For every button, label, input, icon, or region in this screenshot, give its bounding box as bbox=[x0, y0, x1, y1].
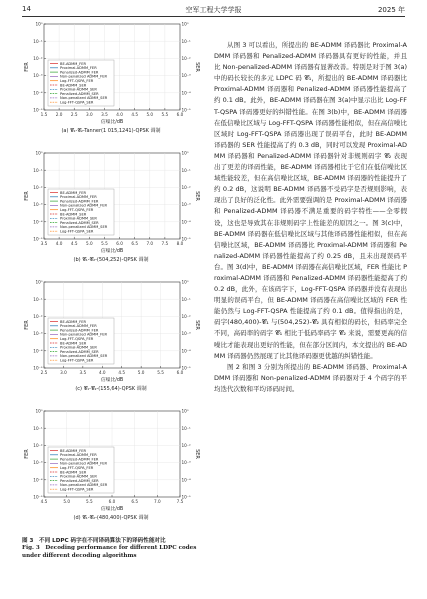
y2-axis-label: SER bbox=[194, 320, 200, 330]
header-rule bbox=[22, 16, 405, 17]
legend-entry: BE-ADMM_SER bbox=[60, 470, 87, 475]
x-tick-label: 1.5 bbox=[40, 112, 48, 117]
y2-tick-label: 10⁻⁵ bbox=[181, 236, 191, 242]
subplot-caption: (b) 𝓒₁-𝓒₂-(504,252)-QPSK 调制 bbox=[73, 257, 149, 263]
legend-entry: Penalized-ADMM_SER bbox=[60, 220, 99, 225]
x-axis-label: 信噪比/dB bbox=[100, 378, 124, 383]
plot-area bbox=[22, 20, 200, 126]
x-tick-label: 4.5 bbox=[70, 241, 78, 246]
legend-entry: Proximal-ADMM_SER bbox=[60, 474, 97, 479]
y-axis-label: FER bbox=[24, 449, 30, 459]
x-tick-label: 5.5 bbox=[85, 499, 93, 504]
legend-entry: Non-penalized ADMM_FER bbox=[60, 74, 108, 79]
y-tick-label: 10⁻¹ bbox=[33, 38, 43, 44]
plot-svg bbox=[22, 407, 200, 513]
legend-entry: Proximal-ADMM_FER bbox=[60, 195, 97, 200]
x-tick-label: 7.0 bbox=[146, 241, 154, 246]
legend-entry: Log-FFT-QSPA_FER bbox=[60, 79, 94, 83]
x-tick-label: 4.5 bbox=[40, 499, 48, 504]
subplot-a bbox=[22, 20, 200, 134]
legend-entry: BE-ADMM_FER bbox=[60, 61, 87, 66]
plot-area bbox=[22, 407, 200, 513]
issue-year: 2025 年 bbox=[377, 6, 405, 14]
y-axis-label: FER bbox=[24, 191, 30, 201]
subplot-caption: (c) 𝓒₁-𝓒₂-(155,64)-QPSK 调制 bbox=[75, 386, 147, 392]
y2-tick-label: 10⁰ bbox=[181, 279, 189, 285]
legend-entry: Proximal-ADMM_SER bbox=[60, 87, 97, 92]
legend-entry: Proximal-ADMM_SER bbox=[60, 216, 97, 221]
figure-caption-en: Fig. 3 Decoding performance for different LDPC codes under different decoding algorithms bbox=[22, 545, 197, 559]
y2-tick-label: 10⁻⁴ bbox=[181, 477, 191, 483]
legend-entry: Log-FFT-QSPA_SER bbox=[60, 100, 94, 105]
x-tick-label: 4.5 bbox=[131, 112, 139, 117]
x-tick-label: 6.0 bbox=[116, 241, 123, 246]
x-tick-label: 5.5 bbox=[157, 370, 164, 375]
plot-group bbox=[24, 280, 200, 383]
y2-tick-label: 10⁻¹ bbox=[181, 167, 191, 173]
x-tick-label: 6.5 bbox=[131, 241, 139, 246]
legend-entry: BE-ADMM_SER bbox=[60, 83, 87, 88]
y-tick-label: 10⁻¹ bbox=[33, 296, 43, 302]
legend-entry: Log-FFT-QSPA_FER bbox=[60, 337, 94, 341]
y2-tick-label: 10⁻⁵ bbox=[181, 365, 191, 371]
legend-entry: Non-penalized ADMM_FER bbox=[60, 461, 108, 466]
legend-entry: Penalized-ADMM_SER bbox=[60, 478, 99, 483]
plot-svg bbox=[22, 278, 200, 384]
y-tick-label: 10⁰ bbox=[35, 21, 43, 27]
y-axis-label: FER bbox=[24, 320, 30, 330]
body-text bbox=[214, 40, 407, 395]
y2-axis-label: SER bbox=[194, 449, 200, 459]
y-tick-label: 10⁻² bbox=[33, 56, 43, 61]
subplot-caption: (a) 𝓒₁-𝓒₂-Tanner(1 015,1241)-QPSK 调制 bbox=[61, 128, 161, 134]
x-tick-label: 2.0 bbox=[55, 112, 63, 117]
y-tick-label: 10⁻¹ bbox=[33, 167, 43, 173]
x-tick-label: 3.5 bbox=[101, 112, 108, 117]
y-tick-label: 10⁻² bbox=[33, 314, 43, 319]
y2-tick-label: 10⁻² bbox=[181, 314, 191, 319]
x-tick-label: 3.5 bbox=[40, 241, 48, 246]
y-tick-label: 10⁰ bbox=[35, 150, 43, 156]
legend-entry: Penalized-ADMM_SER bbox=[60, 91, 99, 96]
y-axis-label: FER bbox=[24, 62, 30, 72]
x-tick-label: 4.0 bbox=[98, 370, 106, 375]
legend-entry: Proximal-ADMM_FER bbox=[60, 324, 97, 329]
x-tick-label: 3.0 bbox=[85, 112, 93, 117]
legend-entry: Penalized-ADMM_FER bbox=[60, 328, 99, 333]
subplot-d bbox=[22, 407, 200, 521]
x-tick-label: 6.0 bbox=[176, 112, 184, 117]
x-tick-label: 6.5 bbox=[131, 499, 139, 504]
legend-entry: Log-FFT-QSPA_SER bbox=[60, 358, 94, 363]
y-tick-label: 10⁻³ bbox=[33, 460, 43, 466]
legend-entry: Proximal-ADMM_FER bbox=[60, 453, 97, 458]
plot-area bbox=[22, 278, 200, 384]
legend-entry: Proximal-ADMM_SER bbox=[60, 345, 97, 350]
subplot-b bbox=[22, 149, 200, 263]
y2-tick-label: 10⁻⁵ bbox=[181, 494, 191, 500]
legend-entry: Non-penalized ADMM_SER bbox=[60, 96, 108, 101]
legend-entry: Log-FFT-QSPA_FER bbox=[60, 208, 94, 212]
legend-entry: Non-penalized ADMM_SER bbox=[60, 483, 108, 488]
plot-svg bbox=[22, 149, 200, 255]
y2-tick-label: 10⁰ bbox=[181, 21, 189, 27]
y2-tick-label: 10⁰ bbox=[181, 150, 189, 156]
running-header bbox=[22, 3, 405, 15]
legend-entry: BE-ADMM_FER bbox=[60, 448, 87, 453]
legend-entry: Log-FFT-QSPA_SER bbox=[60, 229, 94, 234]
figure-caption bbox=[22, 538, 204, 560]
y2-tick-label: 10⁻⁴ bbox=[181, 219, 191, 225]
subplot-caption: (d) 𝓒₁-𝓒₂-(480,400)-QPSK 调制 bbox=[73, 515, 149, 521]
y-tick-label: 10⁻³ bbox=[33, 202, 43, 208]
y-tick-label: 10⁻⁴ bbox=[33, 477, 43, 483]
x-tick-label: 6.0 bbox=[108, 499, 116, 504]
y2-axis-label: SER bbox=[194, 62, 200, 72]
x-axis-label: 信噪比/dB bbox=[100, 507, 124, 512]
plot-group bbox=[24, 409, 200, 512]
x-tick-label: 5.0 bbox=[85, 241, 93, 246]
y-tick-label: 10⁻⁴ bbox=[33, 90, 43, 96]
y2-tick-label: 10⁻³ bbox=[181, 73, 191, 79]
y2-tick-label: 10⁻⁴ bbox=[181, 90, 191, 96]
x-tick-label: 5.5 bbox=[101, 241, 108, 246]
y-tick-label: 10⁻⁵ bbox=[33, 236, 43, 242]
y-tick-label: 10⁻⁵ bbox=[33, 107, 43, 113]
x-tick-label: 5.5 bbox=[161, 112, 169, 117]
legend-entry: BE-ADMM_SER bbox=[60, 212, 87, 217]
y2-tick-label: 10⁻³ bbox=[181, 331, 191, 337]
legend-entry: Penalized-ADMM_FER bbox=[60, 70, 99, 75]
x-tick-label: 2.5 bbox=[70, 112, 78, 117]
legend-entry: Non-penalized ADMM_FER bbox=[60, 203, 108, 208]
legend-entry: BE-ADMM_SER bbox=[60, 341, 87, 346]
y2-tick-label: 10⁻³ bbox=[181, 460, 191, 466]
y2-axis-label: SER bbox=[194, 191, 200, 201]
y2-tick-label: 10⁻² bbox=[181, 443, 191, 448]
legend-entry: Non-penalized ADMM_FER bbox=[60, 332, 108, 337]
x-tick-label: 7.5 bbox=[176, 499, 184, 504]
x-tick-label: 6.0 bbox=[176, 370, 184, 375]
y2-tick-label: 10⁻⁴ bbox=[181, 348, 191, 354]
legend-entry: Log-FFT-QSPA_FER bbox=[60, 466, 94, 470]
y-tick-label: 10⁻² bbox=[33, 185, 43, 190]
legend-entry: Non-penalized ADMM_SER bbox=[60, 354, 108, 359]
x-tick-label: 5.0 bbox=[63, 499, 71, 504]
x-tick-label: 4.5 bbox=[118, 370, 126, 375]
plot-area bbox=[22, 149, 200, 255]
legend-entry: Log-FFT-QSPA_SER bbox=[60, 487, 94, 492]
x-tick-label: 2.5 bbox=[40, 370, 48, 375]
y-tick-label: 10⁰ bbox=[35, 408, 43, 414]
body-paragraph: 图 2 和图 3 分别为所提出的 BE-ADMM 译码器、Proximal-ADMM 译码器和 Non-penalized-ADMM 译码器对于 4 个码字的平均迭代次数和平均译码时间。 bbox=[214, 362, 407, 393]
y-tick-label: 10⁻² bbox=[33, 443, 43, 448]
y-tick-label: 10⁻⁴ bbox=[33, 348, 43, 354]
y2-tick-label: 10⁻³ bbox=[181, 202, 191, 208]
page-number: 14 bbox=[22, 5, 31, 13]
legend-entry: Non-penalized ADMM_SER bbox=[60, 225, 108, 230]
plot-group bbox=[24, 22, 200, 125]
y-tick-label: 10⁻³ bbox=[33, 73, 43, 79]
y2-tick-label: 10⁻¹ bbox=[181, 425, 191, 431]
x-tick-label: 7.5 bbox=[161, 241, 169, 246]
x-tick-label: 7.0 bbox=[153, 499, 161, 504]
x-tick-label: 5.0 bbox=[137, 370, 145, 375]
y-tick-label: 10⁻⁵ bbox=[33, 494, 43, 500]
x-tick-label: 3.0 bbox=[60, 370, 67, 375]
y-tick-label: 10⁻⁵ bbox=[33, 365, 43, 371]
legend-entry: BE-ADMM_FER bbox=[60, 190, 87, 195]
y2-tick-label: 10⁻² bbox=[181, 185, 191, 190]
y2-tick-label: 10⁻² bbox=[181, 56, 191, 61]
y-tick-label: 10⁻³ bbox=[33, 331, 43, 337]
y-tick-label: 10⁰ bbox=[35, 279, 43, 285]
x-tick-label: 3.5 bbox=[79, 370, 87, 375]
plot-svg bbox=[22, 20, 200, 126]
legend-entry: Penalized-ADMM_FER bbox=[60, 199, 99, 204]
x-tick-label: 8.0 bbox=[176, 241, 184, 246]
x-axis-label: 信噪比/dB bbox=[100, 249, 124, 254]
journal-name: 空军工程大学学报 bbox=[185, 6, 242, 14]
y2-tick-label: 10⁻⁵ bbox=[181, 107, 191, 113]
legend-entry: Proximal-ADMM_FER bbox=[60, 66, 97, 71]
x-tick-label: 4.0 bbox=[116, 112, 123, 117]
x-axis-label: 信噪比/dB bbox=[100, 120, 124, 125]
legend-entry: Penalized-ADMM_FER bbox=[60, 457, 99, 462]
x-tick-label: 4.0 bbox=[55, 241, 63, 246]
y2-tick-label: 10⁻¹ bbox=[181, 296, 191, 302]
legend-entry: Penalized-ADMM_SER bbox=[60, 349, 99, 354]
y2-tick-label: 10⁻¹ bbox=[181, 38, 191, 44]
subplot-c bbox=[22, 278, 200, 392]
y-tick-label: 10⁻⁴ bbox=[33, 219, 43, 225]
plot-group bbox=[24, 151, 200, 254]
body-paragraph: 从图 3 可以看出，所提出的 BE-ADMM 译码器比 Proximal-ADMM 译码器和 Penalized-ADMM 译码器具有更好的性能，并且比 Non-penalized-ADMM 译码器有显著改善。特别是对于图 3(a)中的码长较长的多元 LDPC 码 𝓒₁，所提出的 BE-ADMM 译码器比 Proximal-ADMM 译码器和 Penalized-ADMM 译码器性能提高了约 0.1 dB。此外，BE-ADMM 译码器在图 3(a)中显示出比 Log-FFT-QSPA 译码器更好的纠错性能。在图 3(b)中，BE-ADMM 译码器在低信噪比区域与 Log-FFT-QSPA 译码器性能相似，但在高信噪比区域时 Log-FFT-QSPA 译码器出现了误码平台，此时 BE-ADMM 译码器的 SER 性能提高了约 0.3 dB，同时可以发现 Proximal-ADMM 译码器和 Penalized-ADMM 译码器针对非规则码字 𝓒₂ 表现出了更差的译码性能，BE-ADMM 译码器相比于它们在低信噪比区域性能较差，但在高信噪比区域，BE-ADMM 译码器的性能提升了约 0.2 dB，这说明 BE-ADMM 译码器不受码字是否规则影响，表现出了良好的泛化性。此外需要强调的是 Proximal-ADMM 译码器和 Penalized-ADMM 译码器不满足重要的码字特性——全零假设，这也是导致其在非规则码字上性能差的原因之一。图 3(c)中，BE-ADMM 译码器在低信噪比区域与其他译码器性能相似，但在高信噪比区域，BE-ADMM 译码器比 Proximal-ADMM 译码器和 Penalized-ADMM 译码器性能提高了约 0.25 dB，且未出现误码平台。图 3(d)中，BE-ADMM 译码器在高信噪比区域，FER 性能比 Proximal-ADMM 译码器和 Penalized-ADMM 译码器性能提高了约 0.2 dB，此外，在该码字下，Log-FFT-QSPA 译码器并没有表现出明显的误码平台，但 BE-ADMM 译码器在高信噪比区域的 FER 性能仍然与 Log-FFT-QSPA 性能提高了约 0.1 dB。值得指出的是，码字(480,400)-𝓒₁ 与(504,252)-𝓒₂ 具有相似的码长，但码率完全不同，高码率的码字 𝓒₁ 相比于低码率码字 𝓒₂ 来说，需要更高的信噪比才能表现出更好的性能，但在部分区间内，本文提出的 BE-ADMM 译码器仍然展现了比其他译码器更优越的纠错性能。 bbox=[214, 41, 407, 360]
y2-tick-label: 10⁰ bbox=[181, 408, 189, 414]
x-tick-label: 5.0 bbox=[146, 112, 154, 117]
y-tick-label: 10⁻¹ bbox=[33, 425, 43, 431]
legend-entry: BE-ADMM_FER bbox=[60, 319, 87, 324]
figure-caption-cn: 图 3 不同 LDPC 码字在不同译码算法下的译码性能对比 bbox=[22, 538, 166, 544]
